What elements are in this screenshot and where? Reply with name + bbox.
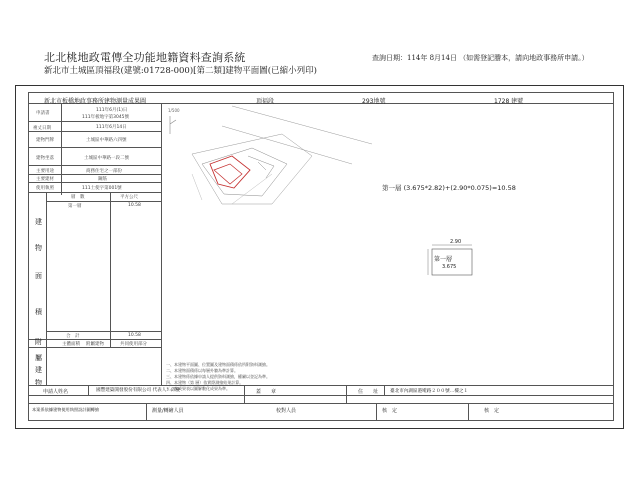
area-value: 10.58 [128, 203, 141, 208]
row-label: 複丈日期 [33, 126, 51, 131]
row-value: 111年板地字第3045號 [82, 115, 130, 120]
row-label: 建物坐落 [36, 156, 54, 161]
system-title: 北北桃地政電傳全功能地籍資料查詢系統 [44, 51, 246, 64]
address-value: 臺北市內湖區港墘路２００號…樓之１ [390, 389, 469, 394]
office-title: 新北市板橋地政事務所建物測量成果圖 [44, 98, 147, 105]
side-label: 面 [35, 272, 42, 280]
survey-sheet [15, 85, 624, 429]
annex-label: 物 [35, 379, 42, 387]
row-value: 111年6月14日 [96, 125, 127, 130]
map-scale: 1/500 [168, 108, 180, 113]
checker2-label: 核 定 [382, 408, 398, 414]
row-value: 111年6月(1)日 [96, 108, 128, 113]
location-map [162, 104, 382, 214]
checker3-label: 核 定 [484, 408, 500, 414]
query-info: 查詢日期：114年 8月14日 （如需登記謄本，請向地政事務所申請。） [372, 54, 589, 62]
dim-bottom: 3.675 [442, 264, 457, 270]
row-value: 商務住宅之一部份 [86, 169, 122, 174]
note-line: 三、本建物係依據申請人提供資料測繪，權屬以登記為準。 [166, 374, 270, 379]
dim-top: 2.90 [450, 239, 462, 245]
subrow-label: 共同使用部分 [120, 342, 147, 347]
document-subtitle: 新北市土城區頂福段(建號:01728-000)[第二類]建物平面圖(已縮小列印) [44, 66, 317, 76]
side-label: 物 [35, 244, 42, 252]
note-line: 一、本建物平面圖、位置圖及建物面積係依所附資料測繪。 [166, 362, 270, 367]
land-number: 293地號 [362, 98, 386, 105]
notes [166, 362, 270, 392]
checker-label: 校對人員 [276, 408, 297, 414]
annex-label: 附 [35, 338, 42, 346]
surveyor-label: 測量/轉繪人員 [152, 408, 184, 414]
row-value: 土城區中華路六四號 [86, 138, 127, 143]
row-label: 主要建材 [36, 177, 54, 182]
row-label: 使用執照 [36, 186, 54, 191]
annex-label: 建 [35, 366, 42, 374]
row-label: 主要用途 [36, 169, 54, 174]
building-number: 1728 建號 [494, 98, 524, 105]
area-col-floor: 層 數 [71, 195, 85, 200]
note-line: 五、本成果表以圖解數化成果為準。 [166, 386, 230, 391]
note-line: 四、本建物（第 層）依實際測繪結果計算。 [166, 380, 244, 385]
survey-basis: 本案係依據建物使用執照設計圖轉繪 [32, 407, 100, 412]
address-label: 住 址 [358, 389, 379, 395]
annex-label: 屬 [35, 354, 42, 362]
applicant-value: 國豐建築開發股份有限公司 代表人：邱慶 [96, 388, 181, 393]
seal-label: 蓋 章 [256, 389, 277, 395]
row-label: 建物門牌 [36, 138, 54, 143]
side-label: 建 [35, 218, 42, 226]
section-name: 頂福段 [256, 98, 275, 105]
total-label: 合 計 [66, 334, 80, 339]
subrow-label: 主體面積 [62, 342, 80, 347]
area-col-sqm: 平方公尺 [120, 195, 138, 200]
dim-floor-label: 第一層 [434, 256, 453, 263]
subrow-label: 附屬建物 [86, 342, 104, 347]
row-value: 111土使字第001號 [82, 186, 122, 191]
side-label: 積 [35, 308, 42, 316]
total-area: 10.58 [128, 333, 141, 338]
row-value: 鋼筋 [98, 177, 107, 182]
area-floor: 第一層 [68, 204, 82, 209]
row-value: 土城區中華路一段二號 [84, 156, 129, 161]
applicant-label: 申請人姓名 [43, 389, 69, 395]
row-label: 申請書 [36, 111, 50, 116]
area-formula: 第一層 (3.675*2.82)+(2.90*0.075)=10.58 [382, 184, 516, 192]
note-line: 二、本建物面積係以每層外牆為準計算。 [166, 368, 238, 373]
